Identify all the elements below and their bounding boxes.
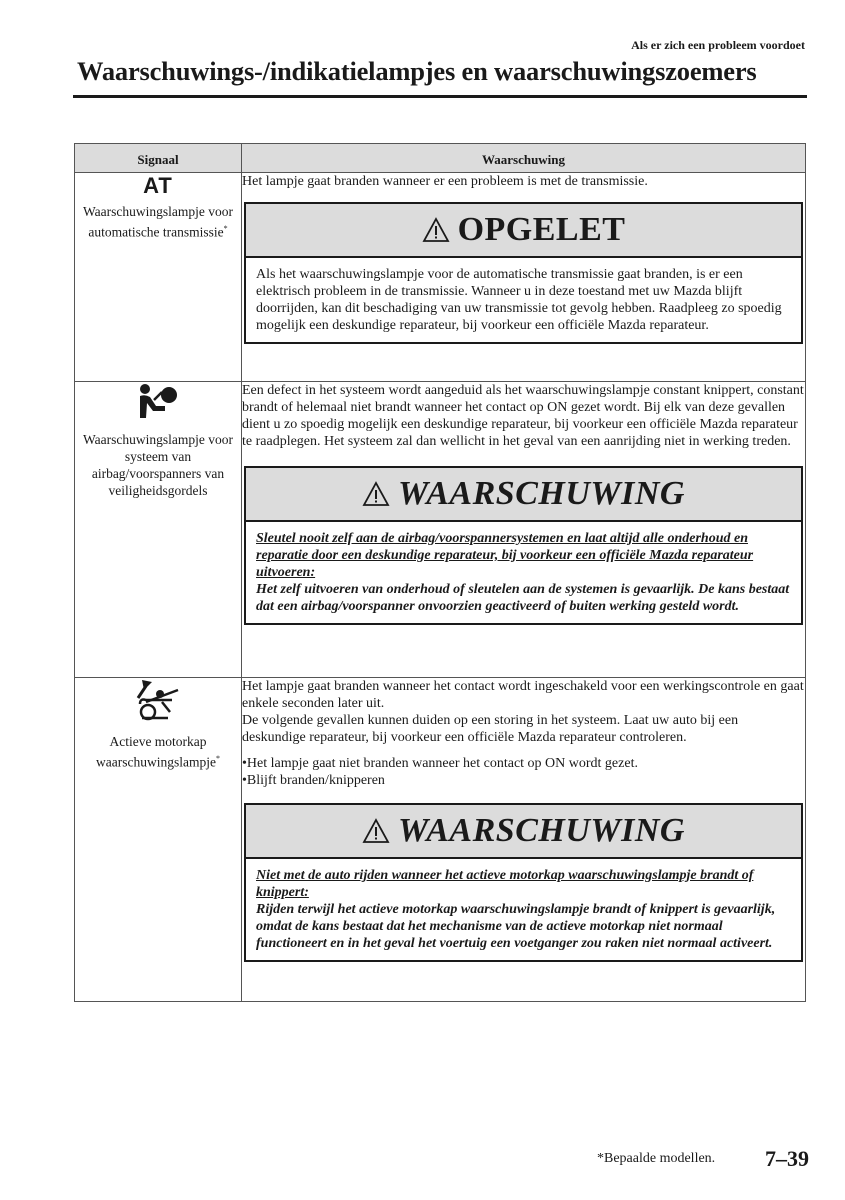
table-header-row	[75, 144, 806, 173]
caution-box	[244, 202, 803, 344]
warning-cell	[242, 678, 806, 1002]
warning-title: WAARSCHUWING	[398, 475, 685, 512]
warning-box-header	[246, 805, 801, 859]
warning-text: Het lampje gaat branden wanneer het contact wordt ingeschakeld voor een werkingscontrole en gaat enkele seconden later uit.	[242, 679, 804, 711]
at-transmission-icon: AT	[143, 173, 173, 198]
warning-triangle-icon	[362, 818, 390, 844]
warning-cell	[242, 173, 806, 382]
section-label: Als er zich een probleem voordoet	[631, 38, 805, 52]
warning-underlined-text: Sleutel nooit zelf aan de airbag/voorspannersystemen en laat altijd alle onderhoud en reparatie door een deskundige reparateur, bij voorkeur een officiële Mazda reparateur uitvoeren:	[256, 531, 754, 580]
caution-title: OPGELET	[457, 211, 626, 248]
signal-name-text: Waarschuwingslampje voor automatische transmissie	[83, 204, 233, 240]
warning-box	[244, 803, 803, 962]
warning-box-body	[246, 859, 801, 960]
warning-text-2: De volgende gevallen kunnen duiden op een storing in het systeem. Laat uw auto bij een deskundige reparateur, bij voorkeur een officiële Mazda reparateur controleren.	[242, 713, 739, 745]
signal-name	[75, 203, 241, 241]
signal-cell	[75, 678, 242, 1002]
signal-cell	[75, 173, 242, 382]
col-header-warning: Waarschuwing	[242, 144, 806, 173]
signal-cell	[75, 382, 242, 678]
warning-text: Het lampje gaat branden wanneer er een probleem is met de transmissie.	[242, 174, 648, 189]
warning-box	[244, 466, 803, 625]
page-title: Waarschuwings-/indikatielampjes en waarschuwingszoemers	[77, 56, 757, 86]
footnote-mark: *	[215, 754, 220, 763]
warning-title: WAARSCHUWING	[398, 812, 685, 849]
signal-name: Waarschuwingslampje voor systeem van airbag/voorspanners van veiligheidsgordels	[83, 432, 233, 498]
table-row	[75, 678, 806, 1002]
footnote-mark: *	[223, 224, 228, 233]
signal-name-line1: Actieve motorkap	[109, 734, 207, 749]
table-row	[75, 173, 806, 382]
table-row	[75, 382, 806, 678]
caution-box-header	[246, 204, 801, 258]
warning-text: Een defect in het systeem wordt aangeduid als het waarschuwingslampje constant knippert, constant brandt of helemaal niet brandt wanneer het contact op ON gezet wordt. Bij elk van deze gevallen dient u zo spoedig mogelijk een deskundige reparateur, bij voorkeur een officiële Mazda reparateur te raadplegen. Het systeem zal dan wellicht in het geval van een aanrijding niet in werking treden.	[242, 383, 804, 449]
footnote: *Bepaalde modellen.	[597, 1151, 716, 1166]
warning-box-text: Rijden terwijl het actieve motorkap waarschuwingslampje brandt of knippert is gevaarlijk, omdat de kans bestaat dat het mechanisme van de actieve motorkap niet normaal functioneert en in het geval het voertuig een voetganger zou raken niet normaal activeert.	[256, 902, 776, 951]
warning-box-body	[246, 522, 801, 623]
bullet-item: •Het lampje gaat niet branden wanneer het contact op ON wordt gezet.	[242, 756, 638, 771]
warning-cell	[242, 382, 806, 678]
page-number: 7–39	[765, 1146, 809, 1171]
warning-underlined-text: Niet met de auto rijden wanneer het actieve motorkap waarschuwingslampje brandt of knippert:	[256, 868, 754, 900]
airbag-icon	[135, 382, 181, 420]
signal-name	[75, 733, 241, 771]
bullet-item: •Blijft branden/knipperen	[242, 773, 385, 788]
warning-triangle-icon	[362, 481, 390, 507]
active-bonnet-icon	[132, 678, 184, 722]
warning-table	[74, 143, 806, 1002]
warning-triangle-icon	[422, 217, 450, 243]
warning-box-header	[246, 468, 801, 522]
title-rule	[73, 95, 807, 98]
col-header-signal: Signaal	[75, 144, 242, 173]
caution-text: Als het waarschuwingslampje voor de automatische transmissie gaat branden, is er een elektrisch probleem in de transmissie. Wanneer u in deze toestand met uw Mazda blijft doorrijden, kan dit beschadiging van uw transmissie tot gevolg hebben. Raadpleeg zo spoedig mogelijk een deskundige reparateur, bij voorkeur een officiële Mazda reparateur.	[256, 267, 782, 333]
signal-name-line2: waarschuwingslampje	[96, 754, 216, 770]
warning-box-text: Het zelf uitvoeren van onderhoud of sleutelen aan de systemen is gevaarlijk. De kans bestaat dat een airbag/voorspanner onvoorzien geactiveerd of buiten werking gesteld wordt.	[256, 582, 790, 614]
